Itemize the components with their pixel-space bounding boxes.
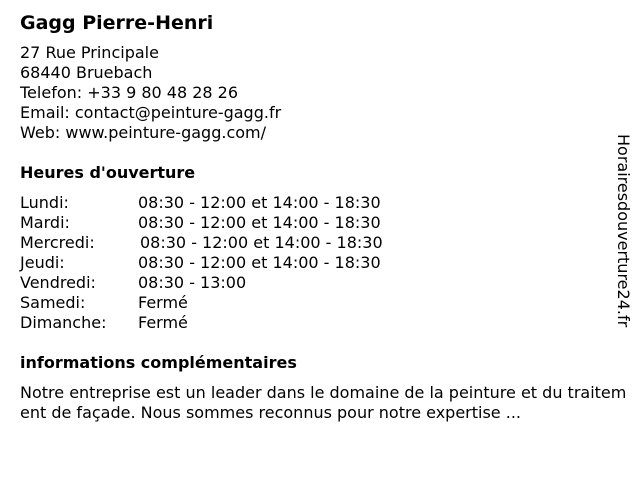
- day-label: Vendredi:: [20, 273, 96, 292]
- day-hours: 08:30 - 12:00 et 14:00 - 18:30: [138, 193, 381, 212]
- day-hours: Fermé: [138, 313, 188, 332]
- hours-row-sunday: [20, 313, 440, 333]
- email-address: Email: contact@peinture-gagg.fr: [20, 103, 282, 122]
- day-hours: 08:30 - 12:00 et 14:00 - 18:30: [138, 253, 381, 272]
- address-city: 68440 Bruebach: [20, 63, 153, 82]
- watermark-label: Horairesdouverture24.fr: [614, 134, 633, 328]
- address-street: 27 Rue Principale: [20, 43, 159, 62]
- website-url: Web: www.peinture-gagg.com/: [20, 123, 266, 142]
- hours-row-saturday: [20, 293, 440, 313]
- info-heading: informations complémentaires: [20, 353, 297, 372]
- day-hours: Fermé: [138, 293, 188, 312]
- phone-number: Telefon: +33 9 80 48 28 26: [20, 83, 239, 102]
- day-hours: 08:30 - 13:00: [138, 273, 247, 292]
- hours-row-thursday: [20, 253, 440, 273]
- day-label: Mardi:: [20, 213, 70, 232]
- hours-row-monday: [20, 193, 440, 213]
- hours-row-friday: [20, 273, 440, 293]
- day-label: Jeudi:: [20, 253, 65, 272]
- info-description: Notre entreprise est un leader dans le domaine de la peinture et du traitement de façade. Nous sommes reconnus pour notre expertise ...: [20, 383, 627, 422]
- day-hours: 08:30 - 12:00 et 14:00 - 18:30: [140, 233, 383, 252]
- day-hours: 08:30 - 12:00 et 14:00 - 18:30: [138, 213, 381, 232]
- contact-block: [20, 43, 281, 143]
- day-label: Mercredi:: [20, 233, 95, 252]
- hours-heading: Heures d'ouverture: [20, 163, 196, 182]
- day-label: Lundi:: [20, 193, 69, 212]
- day-label: Samedi:: [20, 293, 86, 312]
- hours-row-wednesday: [20, 233, 440, 253]
- business-name: Gagg Pierre-Henri: [20, 12, 214, 34]
- hours-row-tuesday: [20, 213, 440, 233]
- hours-table: [20, 193, 440, 333]
- day-label: Dimanche:: [20, 313, 107, 332]
